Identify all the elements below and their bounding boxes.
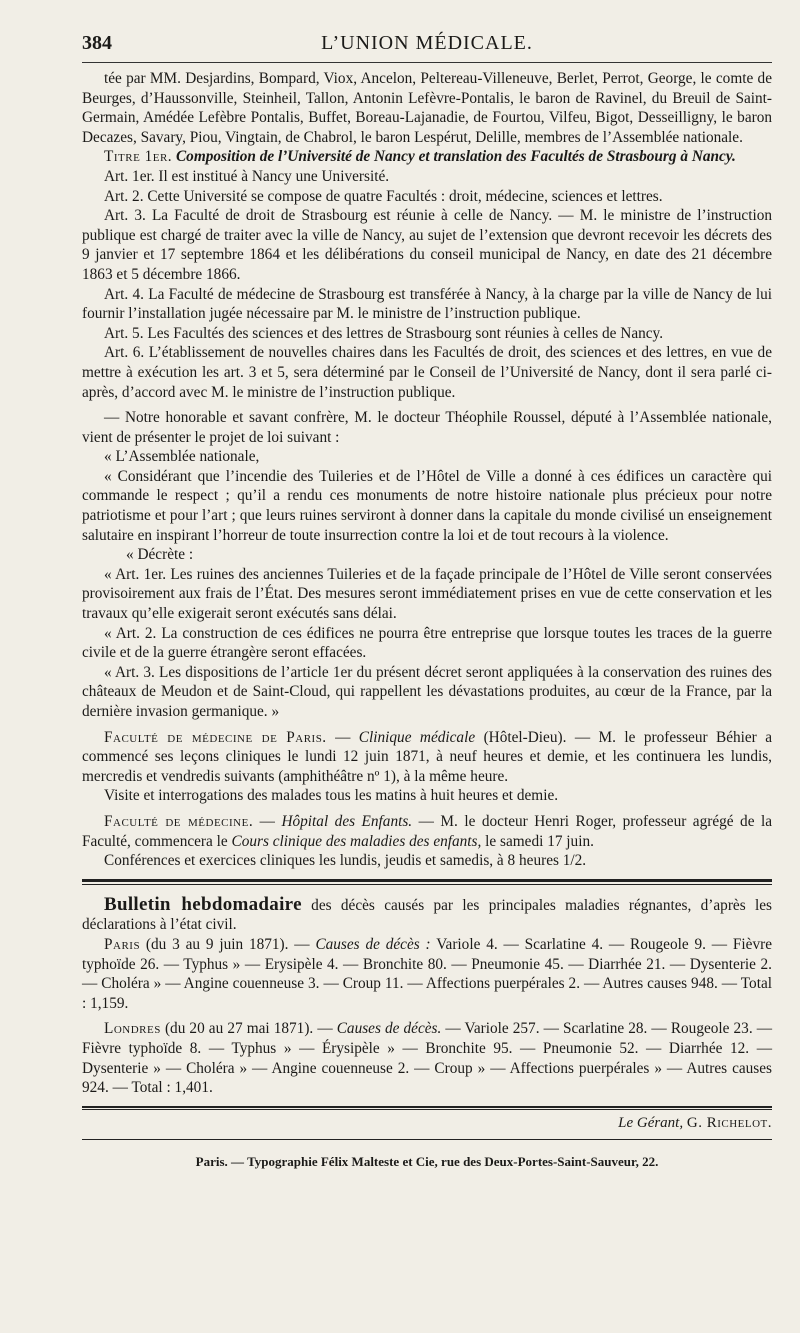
art5-text: Les Facultés des sciences et des lettres de Strasbourg sont réunies à celles de Nancy.: [147, 324, 664, 342]
art1: [82, 167, 772, 187]
bulletin-paris: [82, 935, 772, 1013]
footer-divider: [82, 1106, 772, 1110]
assemblee-line: « L’Assemblée nationale,: [104, 448, 260, 466]
art3-text: La Faculté de droit de Strasbourg est réunie à celle de Nancy. — M. le ministre de l’instruction publique est chargé de traiter avec la ville de Nancy, au sujet de l’extension que devront recevoir les décrets des 9 janvier et 17 septembre 1864 et les délibérations du conseil municipal de Nancy, en date des 21 décembre 1863 et 5 décembre 1866.: [82, 207, 772, 283]
bulletin-londres-text: — Variole 257. — Scarlatine 28. — Rougeole 23. — Fièvre typhoïde 8. — Typhus » — Érysipèle » — Bronchite 95. — Pneumonie 52. — Diarrhée 12. — Dysenterie » — Choléra » — Angine couenneuse 2. — Croup » — Affections puerpérales » — Autres causes 924. — Total : 1,401.: [82, 1020, 773, 1097]
art4: [82, 285, 772, 324]
considerant-paragraph: « Considérant que l’incendie des Tuileries et de l’Hôtel de Ville a donné à ces édifices un caractère qui commande le respect ; qu’il a rendu ces monuments de notre histoire nationale plus précieux pour notre patriotisme et pour l’art ; que leurs ruines serviront à donner dans la capitale du monde civilisé un enseignement salutaire en inspirant l’horreur de toute insurrection contre la loi et de tout recours à la violence.: [82, 467, 772, 544]
faculty-paris-visite: Visite et interrogations des malades tous les matins à huit heures et demie.: [104, 787, 559, 805]
printer-imprint: Paris. — Typographie Félix Malteste et Cie, rue des Deux-Portes-Saint-Sauveur, 22.: [195, 1154, 659, 1170]
decree-art3-text: Les dispositions de l’article 1er du présent décret seront appliquées à la conservation des ruines des châteaux de Meudon et de Saint-Cloud, qui rappellent les dévastations produites, au cœur de la France, par la dernière invasion germanique. »: [82, 663, 773, 720]
art1-text: Il est institué à Nancy une Université.: [158, 167, 390, 185]
faculty-enfants-label: Faculté de médecine.: [104, 812, 254, 830]
decrete-line: « Décrète :: [126, 546, 194, 564]
faculty-paris-text: (Hôtel-Dieu). — M. le professeur Béhier a commencé ses leçons cliniques le lundi 12 juin 1871, à neuf heures et demie, et les continuera les lundis, mercredis et vendredis suivants (amphithéâtre nº 1), à la même heure.: [82, 728, 772, 785]
bulletin-paris-dates: (du 3 au 9 juin 1871). —: [145, 935, 310, 953]
page-header: [82, 28, 772, 63]
gerant-label: Le Gérant,: [618, 1114, 684, 1131]
titre-label: Titre 1er.: [104, 148, 173, 166]
decree-art3: [82, 663, 772, 722]
faculty-enfants-text-a: — M. le docteur Henri Roger, professeur agrégé de la Faculté, commencera le: [82, 812, 773, 850]
bulletin-londres: [82, 1019, 772, 1097]
art3: [82, 206, 772, 284]
section-divider: [82, 879, 772, 885]
faculty-paris-sub: Clinique médicale: [358, 728, 476, 746]
running-title: L’UNION MÉDICALE.: [321, 32, 533, 54]
art2-text: Cette Université se compose de quatre Facultés : droit, médecine, sciences et lettres.: [147, 187, 663, 205]
art5-label: Art. 5.: [104, 324, 144, 342]
gerant-name: G. Richelot.: [686, 1114, 772, 1131]
intro-paragraph: tée par MM. Desjardins, Bompard, Viox, Ancelon, Peltereau-Villeneuve, Berlet, Perrot, George, le comte de Beurges, d’Haussonville, Steinheil, Tallon, Antonin Lefèvre-Pontalis, le baron de Ravinel, du Breuil de Saint-Germain, Amédée Lefèbre Pontalis, Buffet, Boreau-Lajanadie, de Fourtou, Vilfeu, Bigot, Desseilligny, le baron Decazes, Savary, Piou, Vingtain, de Chabrol, le baron Lespérut, Delille, membres de l’Assemblée nationale.: [82, 70, 772, 146]
art6-text: L’établissement de nouvelles chaires dans les Facultés de droit, des sciences et des lettres, en vue de mettre à exécution les art. 3 et 5, sera déterminé par le Conseil de l’Université de Nancy, dont il sera parlé ci-après, d’accord avec M. le ministre de l’instruction publique.: [82, 344, 772, 401]
bulletin-paris-label: Paris: [104, 935, 141, 953]
art4-text: La Faculté de médecine de Strasbourg est transférée à Nancy, à la charge par la ville de Nancy de lui fournir l’installation jugée nécessaire par M. le ministre de l’instruction publique.: [82, 285, 772, 323]
faculty-enfants-text-b: le samedi 17 juin.: [485, 832, 594, 850]
bulletin-heading-rest: des décès causés par les principales maladies régnantes, d’après les déclarations à l’état civil.: [82, 896, 772, 934]
decree-art2-text: La construction de ces édifices ne pourra être entreprise que lorsque toutes les traces de la guerre civile et de la guerre étrangère seront effacées.: [82, 624, 773, 662]
art3-label: Art. 3.: [104, 207, 146, 225]
decree-art3-label: « Art. 3.: [104, 663, 155, 681]
decree-art1: [82, 565, 772, 624]
titre-heading: [82, 147, 772, 167]
bulletin-londres-causes: Causes de décès.: [336, 1020, 442, 1038]
bulletin-paris-text: Variole 4. — Scarlatine 4. — Rougeole 9. — Fièvre typhoïde 26. — Typhus » — Erysipèle 4. — Bronchite 80. — Pneumonie 45. — Diarrhée 21. — Dysenterie 2. — Choléra » — Angine couenneuse 3. — Croup 11. — Affections puerpérales 2. — Autres causes 948. — Total : 1,159.: [82, 935, 772, 1012]
art5: [82, 324, 772, 344]
art2: [82, 187, 772, 207]
faculty-enfants-conferences: Conférences et exercices cliniques les lundis, jeudis et samedis, à 8 heures 1/2.: [104, 852, 587, 870]
decree-art1-text: Les ruines des anciennes Tuileries et de la façade principale de l’Hôtel de Ville seront conservées provisoirement aux frais de l’État. Des mesures seront immédiatement prises en vue de cette conservation et les travaux qu’elle exigerait seront exécutés sans délai.: [82, 565, 773, 623]
bulletin-londres-label: Londres: [104, 1020, 161, 1038]
faculty-enfants-sub: Hôpital des Enfants.: [281, 812, 413, 830]
decree-art2-label: « Art. 2.: [104, 624, 157, 642]
bulletin-intro: [82, 895, 772, 935]
faculty-enfants-notice: Faculté de médecine. — Hôpital des Enfants. — M. le docteur Henri Roger, professeur agrégé de la Faculté, commencera le Cours clinique des maladies des enfants, le samedi 17 juin.: [82, 812, 773, 850]
page-number: 384: [82, 32, 112, 54]
gerant-signature: [82, 1114, 772, 1134]
art6-label: Art. 6.: [104, 344, 145, 362]
printer-divider: [82, 1139, 772, 1140]
art2-label: Art. 2.: [104, 187, 144, 205]
bulletin-londres-dates: (du 20 au 27 mai 1871). —: [164, 1020, 333, 1038]
bulletin-heading: Bulletin hebdomadaire: [104, 893, 302, 915]
faculty-paris-notice: Faculté de médecine de Paris. — Clinique médicale (Hôtel-Dieu). — M. le professeur Béhier a commencé ses leçons cliniques le lundi 12 juin 1871, à neuf heures et demie, et les continuera les lundis, mercredis et vendredis suivants (amphithéâtre nº 1), à la même heure.: [82, 728, 772, 785]
art6: [82, 343, 772, 402]
titre-text: Composition de l’Université de Nancy et translation des Facultés de Strasbourg à Nancy.: [175, 148, 736, 166]
decree-art2: [82, 624, 772, 663]
faculty-paris-label: Faculté de médecine de Paris.: [104, 728, 327, 746]
faculty-enfants-course: Cours clinique des maladies des enfants,: [231, 832, 482, 850]
bulletin-paris-causes: Causes de décès :: [315, 935, 431, 953]
article-body: [82, 69, 772, 1172]
roussel-paragraph: — Notre honorable et savant confrère, M. le docteur Théophile Roussel, député à l’Assemblée nationale, vient de présenter le projet de loi suivant :: [82, 409, 772, 446]
decree-art1-label: « Art. 1er.: [104, 565, 167, 583]
art4-label: Art. 4.: [104, 285, 144, 303]
art1-label: Art. 1er.: [104, 167, 155, 185]
